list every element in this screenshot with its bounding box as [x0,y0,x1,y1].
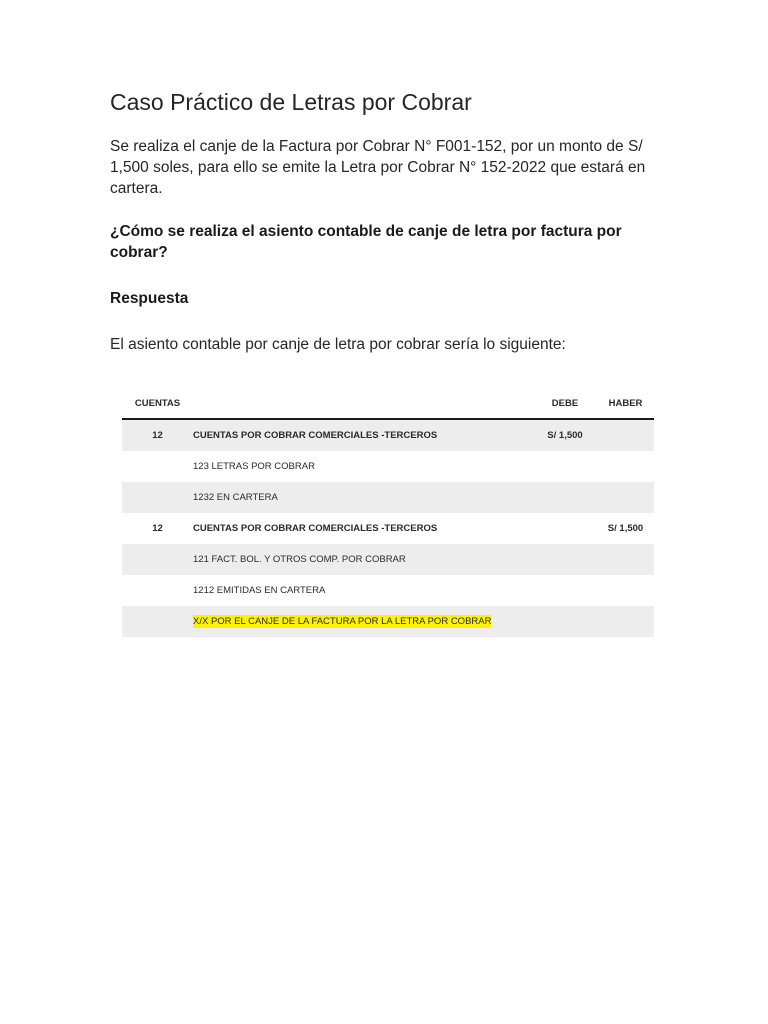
highlighted-gloss: X/X POR EL CANJE DE LA FACTURA POR LA LETRA POR COBRAR [193,616,492,627]
credit-amount [597,451,654,482]
account-description: 1212 EMITIDAS EN CARTERA [193,585,326,596]
table-row [122,575,654,606]
account-code: 12 [152,523,163,534]
credit-amount: S/ 1,500 [607,523,644,534]
debit-amount: S/ 1,500 [533,419,597,451]
account-code [122,544,193,575]
debit-amount [533,606,597,637]
credit-amount [597,419,654,451]
table-row [122,482,654,513]
header-cuentas: CUENTAS [122,388,193,419]
page-title: Caso Práctico de Letras por Cobrar [110,89,472,115]
account-description: 121 FACT. BOL. Y OTROS COMP. POR COBRAR [193,544,533,575]
answer-heading: Respuesta [110,290,189,307]
debit-amount [533,544,597,575]
table-row [122,606,654,637]
account-description: CUENTAS POR COBRAR COMERCIALES -TERCEROS [193,419,533,451]
debit-amount [533,482,597,513]
debit-amount [533,575,597,606]
document-body [110,86,660,355]
accounting-entry-table [122,388,654,637]
header-description [193,388,533,419]
answer-intro: El asiento contable por canje de letra por cobrar sería lo siguiente: [110,336,566,353]
account-description: CUENTAS POR COBRAR COMERCIALES -TERCEROS [193,523,438,534]
entry-gloss [193,606,533,637]
table-header-row [122,388,654,419]
account-code [122,482,193,513]
header-haber: HABER [597,388,654,419]
table-row [122,513,654,544]
case-description: Se realiza el canje de la Factura por Cobrar N° F001-152, por un monto de S/ 1,500 soles, para ello se emite la Letra por Cobrar N° 152-2022 que estará en cartera. [110,138,646,197]
credit-amount [597,482,654,513]
table-row [122,419,654,451]
account-code [122,575,193,606]
table-row [122,451,654,482]
account-code [122,606,193,637]
debit-amount [533,513,597,544]
credit-amount [597,544,654,575]
credit-amount [597,606,654,637]
header-debe: DEBE [533,388,597,419]
account-description: 123 LETRAS POR COBRAR [193,461,315,472]
account-code [122,451,193,482]
table-row [122,544,654,575]
question-text: ¿Cómo se realiza el asiento contable de canje de letra por factura por cobrar? [110,223,622,261]
account-description: 1232 EN CARTERA [193,482,533,513]
account-code: 12 [122,419,193,451]
debit-amount [533,451,597,482]
credit-amount [597,575,654,606]
